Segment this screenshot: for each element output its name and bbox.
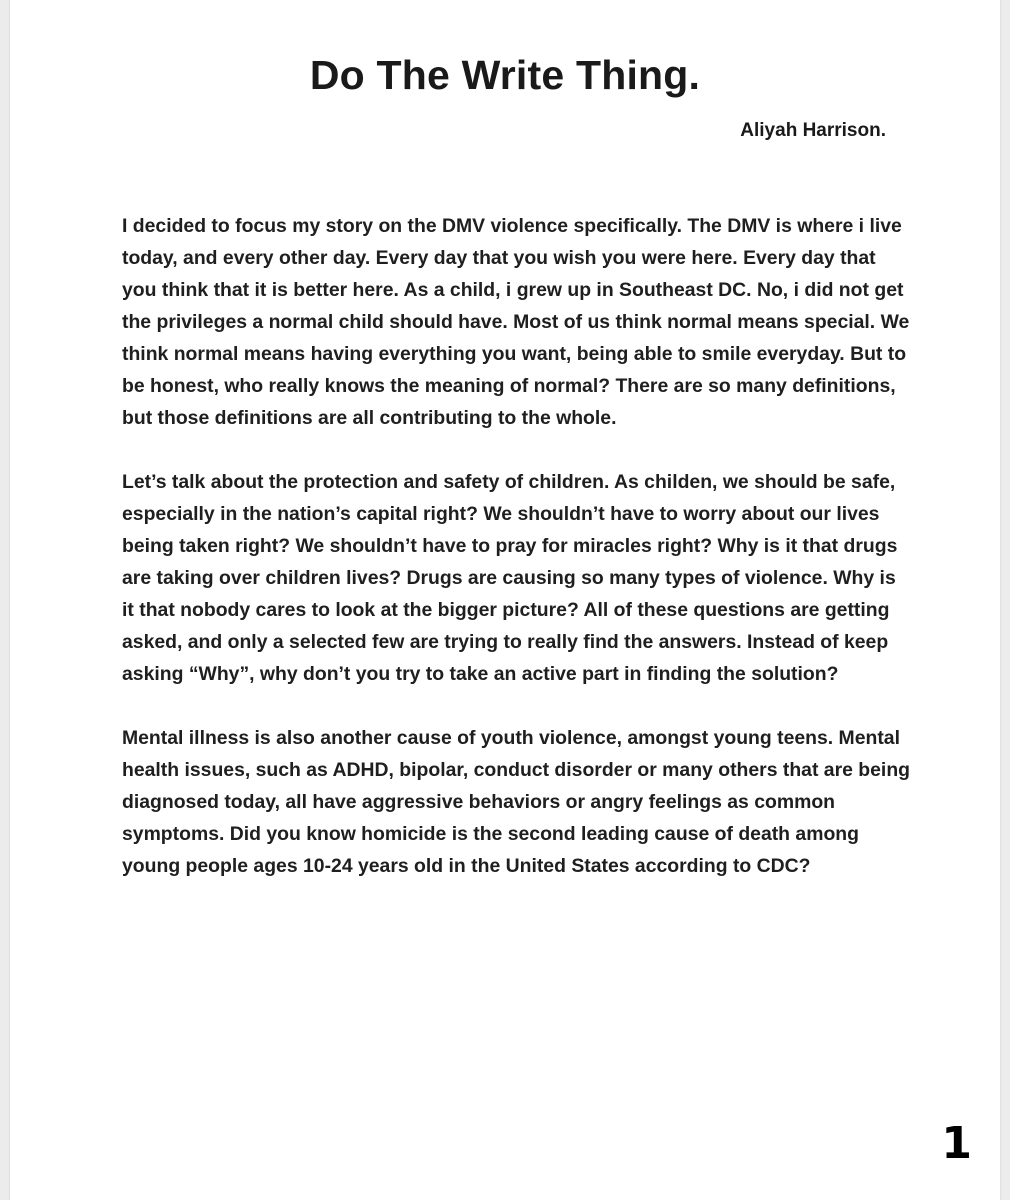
paragraph-1: I decided to focus my story on the DMV violence specifically. The DMV is where i live today, and every other day. Every day that you wish you were here. Every day that you think that it is better here. As a child, i grew up in Southeast DC. No, i did not get the privileges a normal child should have. Most of us think normal means special. We think normal means having everything you want, being able to smile everyday. But to be honest, who really knows the meaning of normal? There are so many definitions, but those definitions are all contributing to the whole. bbox=[122, 215, 910, 429]
document-title: Do The Write Thing. bbox=[309, 52, 701, 98]
author-name: Aliyah Harrison. bbox=[740, 120, 886, 141]
paragraph-3: Mental illness is also another cause of youth violence, amongst young teens. Mental health issues, such as ADHD, bipolar, conduct disorder or many others that are being diagnosed today, all have aggressive behaviors or angry feelings as common symptoms. Did you know homicide is the second leading cause of death among young people ages 10-24 years old in the United States according to CDC? bbox=[122, 727, 911, 877]
document-page bbox=[10, 0, 1000, 1200]
document-body bbox=[122, 210, 912, 914]
page-number: 1 bbox=[941, 1118, 972, 1169]
paragraph-2: Let’s talk about the protection and safety of children. As childen, we should be safe, especially in the nation’s capital right? We shouldn’t have to worry about our lives being taken right? We shouldn’t have to pray for miracles right? Why is it that drugs are taking over children lives? Drugs are causing so many types of violence. Why is it that nobody cares to look at the bigger picture? All of these questions are getting asked, and only a selected few are trying to really find the answers. Instead of keep asking “Why”, why don’t you try to take an active part in finding the solution? bbox=[122, 471, 898, 685]
